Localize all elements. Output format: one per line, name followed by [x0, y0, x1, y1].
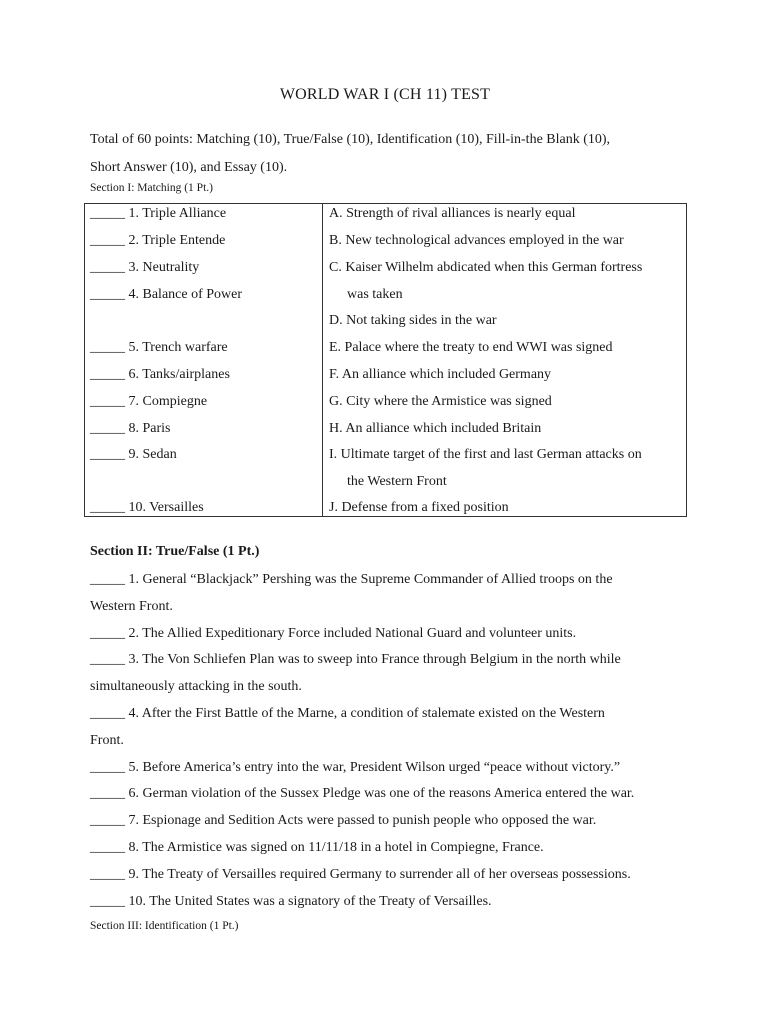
- matching-term-4: _____ 4. Balance of Power: [90, 287, 243, 302]
- points-summary-line-2: Short Answer (10), and Essay (10).: [90, 160, 288, 175]
- matching-definition-b: B. New technological advances employed in the war: [329, 233, 624, 248]
- section-3-heading: Section III: Identification (1 Pt.): [90, 920, 239, 932]
- points-summary: [90, 126, 690, 182]
- matching-definition-f: F. An alliance which included Germany: [329, 367, 552, 382]
- matching-definition-c: C. Kaiser Wilhelm abdicated when this German fortress: [329, 260, 643, 275]
- matching-term-7: _____ 7. Compiegne: [90, 394, 208, 409]
- matching-term-5: _____ 5. Trench warfare: [90, 340, 228, 355]
- true-false-item-2: _____ 2. The Allied Expeditionary Force included National Guard and volunteer units.: [90, 625, 577, 641]
- matching-definition-c-cont: was taken: [347, 287, 403, 302]
- table-column-divider: [322, 204, 323, 516]
- true-false-item-3-cont: simultaneously attacking in the south.: [90, 679, 302, 695]
- matching-definition-j: J. Defense from a fixed position: [329, 500, 509, 515]
- matching-term-3: _____ 3. Neutrality: [90, 260, 200, 275]
- matching-definition-a: A. Strength of rival alliances is nearly equal: [329, 206, 576, 221]
- matching-definition-e: E. Palace where the treaty to end WWI was signed: [329, 340, 613, 355]
- matching-term-10: _____ 10. Versailles: [90, 500, 204, 515]
- matching-definition-h: H. An alliance which included Britain: [329, 421, 542, 436]
- matching-term-8: _____ 8. Paris: [90, 421, 171, 436]
- matching-definition-i-cont: the Western Front: [347, 474, 447, 489]
- true-false-item-8: _____ 8. The Armistice was signed on 11/11/18 in a hotel in Compiegne, France.: [90, 839, 544, 855]
- true-false-item-5: _____ 5. Before America’s entry into the war, President Wilson urged “peace without victory.”: [90, 759, 621, 775]
- matching-term-9: _____ 9. Sedan: [90, 447, 177, 462]
- matching-term-2: _____ 2. Triple Entende: [90, 233, 226, 248]
- true-false-item-4-cont: Front.: [90, 732, 124, 748]
- true-false-item-10: _____ 10. The United States was a signatory of the Treaty of Versailles.: [90, 893, 492, 909]
- true-false-item-9: _____ 9. The Treaty of Versailles required Germany to surrender all of her overseas possessions.: [90, 866, 631, 882]
- matching-term-1: _____ 1. Triple Alliance: [90, 206, 227, 221]
- section-2-heading: Section II: True/False (1 Pt.): [90, 544, 260, 559]
- section-1-heading: Section I: Matching (1 Pt.): [90, 182, 213, 194]
- true-false-list: [90, 567, 690, 915]
- matching-table: [84, 203, 687, 517]
- matching-definition-i: I. Ultimate target of the first and last German attacks on: [329, 447, 642, 462]
- true-false-item-4: _____ 4. After the First Battle of the Marne, a condition of stalemate existed on the Western: [90, 705, 605, 721]
- true-false-item-6: _____ 6. German violation of the Sussex Pledge was one of the reasons America entered the war.: [90, 786, 635, 802]
- true-false-item-7: _____ 7. Espionage and Sedition Acts were passed to punish people who opposed the war.: [90, 813, 597, 829]
- page-title: WORLD WAR I (CH 11) TEST: [279, 86, 491, 103]
- matching-definition-d: D. Not taking sides in the war: [329, 313, 497, 328]
- points-summary-line-1: Total of 60 points: Matching (10), True/False (10), Identification (10), Fill-in-the Blank (10),: [90, 132, 611, 147]
- true-false-item-3: _____ 3. The Von Schliefen Plan was to sweep into France through Belgium in the north while: [90, 652, 621, 668]
- matching-definition-g: G. City where the Armistice was signed: [329, 394, 552, 409]
- true-false-item-1-cont: Western Front.: [90, 598, 173, 614]
- true-false-item-1: _____ 1. General “Blackjack” Pershing was the Supreme Commander of Allied troops on the: [90, 572, 613, 587]
- matching-term-6: _____ 6. Tanks/airplanes: [90, 367, 230, 382]
